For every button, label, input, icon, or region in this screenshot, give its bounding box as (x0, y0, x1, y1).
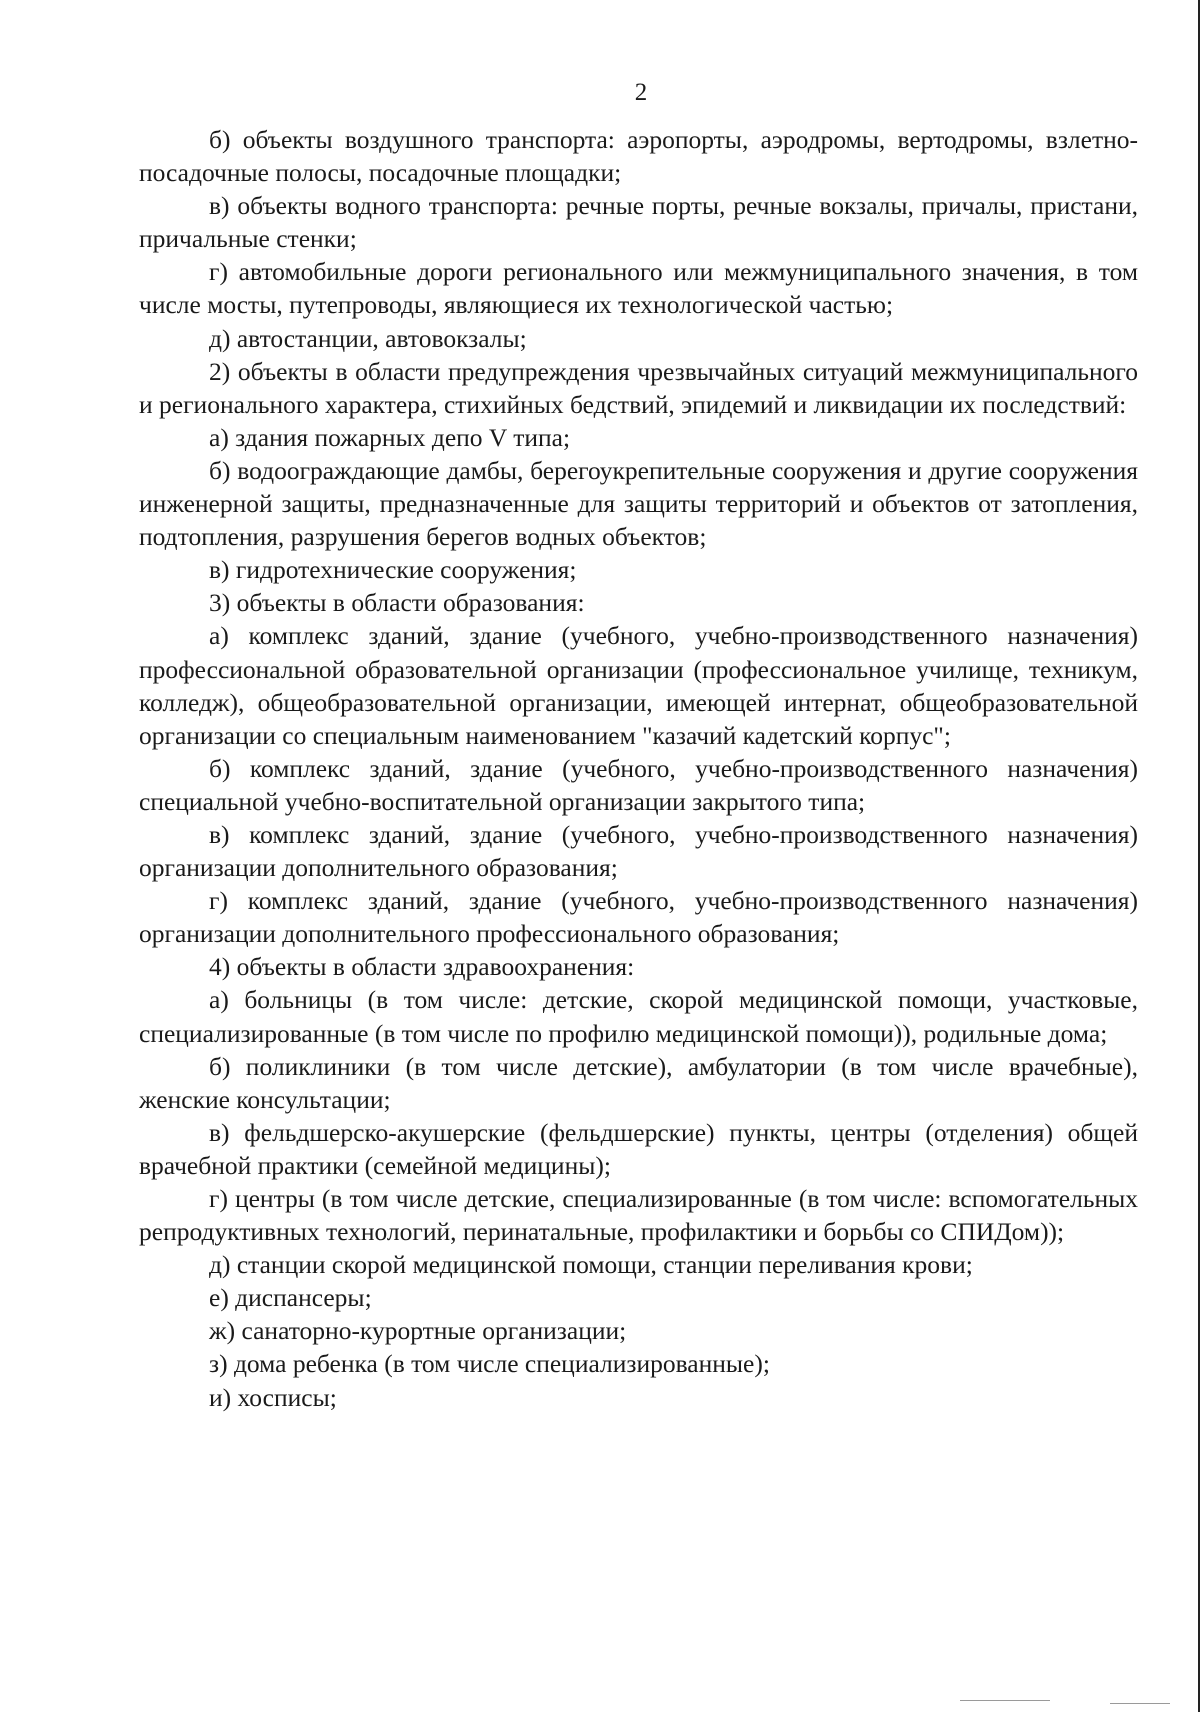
paragraph: б) поликлиники (в том числе детские), амбулатории (в том числе врачебные), женские консультации; (139, 1051, 1138, 1114)
paragraph: е) диспансеры; (209, 1283, 372, 1313)
paragraph: б) объекты воздушного транспорта: аэропорты, аэродромы, вертодромы, взлетно-посадочные полосы, посадочные площадки; (139, 125, 1138, 188)
paragraph: б) водоограждающие дамбы, берегоукрепительные сооружения и другие сооружения инженерной защиты, предназначенные для защиты территорий и объектов от затопления, подтопления, разрушения берегов водных объектов; (139, 455, 1138, 552)
paragraph: д) станции скорой медицинской помощи, станции переливания крови; (209, 1250, 973, 1280)
document-body (139, 123, 1138, 1414)
paragraph: в) фельдшерско-акушерские (фельдшерские) пункты, центры (отделения) общей врачебной практики (семейной медицины); (139, 1117, 1138, 1180)
paragraph: и) хосписы; (209, 1382, 337, 1412)
paragraph: ж) санаторно-курортные организации; (209, 1316, 627, 1346)
paragraph: а) комплекс зданий, здание (учебного, учебно-производственного назначения) профессиональной образовательной организации (профессиональное училище, техникум, колледж), общеобразовательной организации, имеющей интернат, общеобразовательной организации со специальным наименованием "казачий кадетский корпус"; (139, 621, 1138, 750)
paragraph: а) здания пожарных депо V типа; (209, 422, 571, 452)
paragraph: д) автостанции, автовокзалы; (209, 323, 527, 353)
paragraph: а) больницы (в том числе: детские, скорой медицинской помощи, участковые, специализированные (в том числе по профилю медицинской помощи)), родильные дома; (139, 985, 1138, 1048)
scan-mark (1110, 1703, 1170, 1704)
paragraph: г) центры (в том числе детские, специализированные (в том числе: вспомогательных репродуктивных технологий, перинатальные, профилактики и борьбы со СПИДом)); (139, 1184, 1138, 1247)
paragraph: в) гидротехнические сооружения; (209, 555, 577, 585)
scan-mark (960, 1700, 1050, 1701)
paragraph: 2) объекты в области предупреждения чрезвычайных ситуаций межмуниципального и регионального характера, стихийных бедствий, эпидемий и ликвидации их последствий: (139, 356, 1138, 419)
paragraph: 4) объекты в области здравоохранения: (209, 952, 635, 982)
paragraph: г) комплекс зданий, здание (учебного, учебно-производственного назначения) организации дополнительного профессионального образования; (139, 886, 1138, 949)
page-number: 2 (634, 79, 648, 106)
paragraph: в) объекты водного транспорта: речные порты, речные вокзалы, причалы, пристани, причальные стенки; (139, 191, 1138, 254)
paragraph: в) комплекс зданий, здание (учебного, учебно-производственного назначения) организации дополнительного образования; (139, 819, 1138, 883)
paragraph: г) автомобильные дороги регионального или межмуниципального значения, в том числе мосты, путепроводы, являющиеся их технологической частью; (139, 257, 1138, 320)
paragraph: 3) объекты в области образования: (209, 588, 585, 618)
paragraph: з) дома ребенка (в том числе специализированные); (209, 1349, 770, 1379)
paragraph: б) комплекс зданий, здание (учебного, учебно-производственного назначения) специальной учебно-воспитательной организации закрытого типа; (139, 753, 1138, 816)
